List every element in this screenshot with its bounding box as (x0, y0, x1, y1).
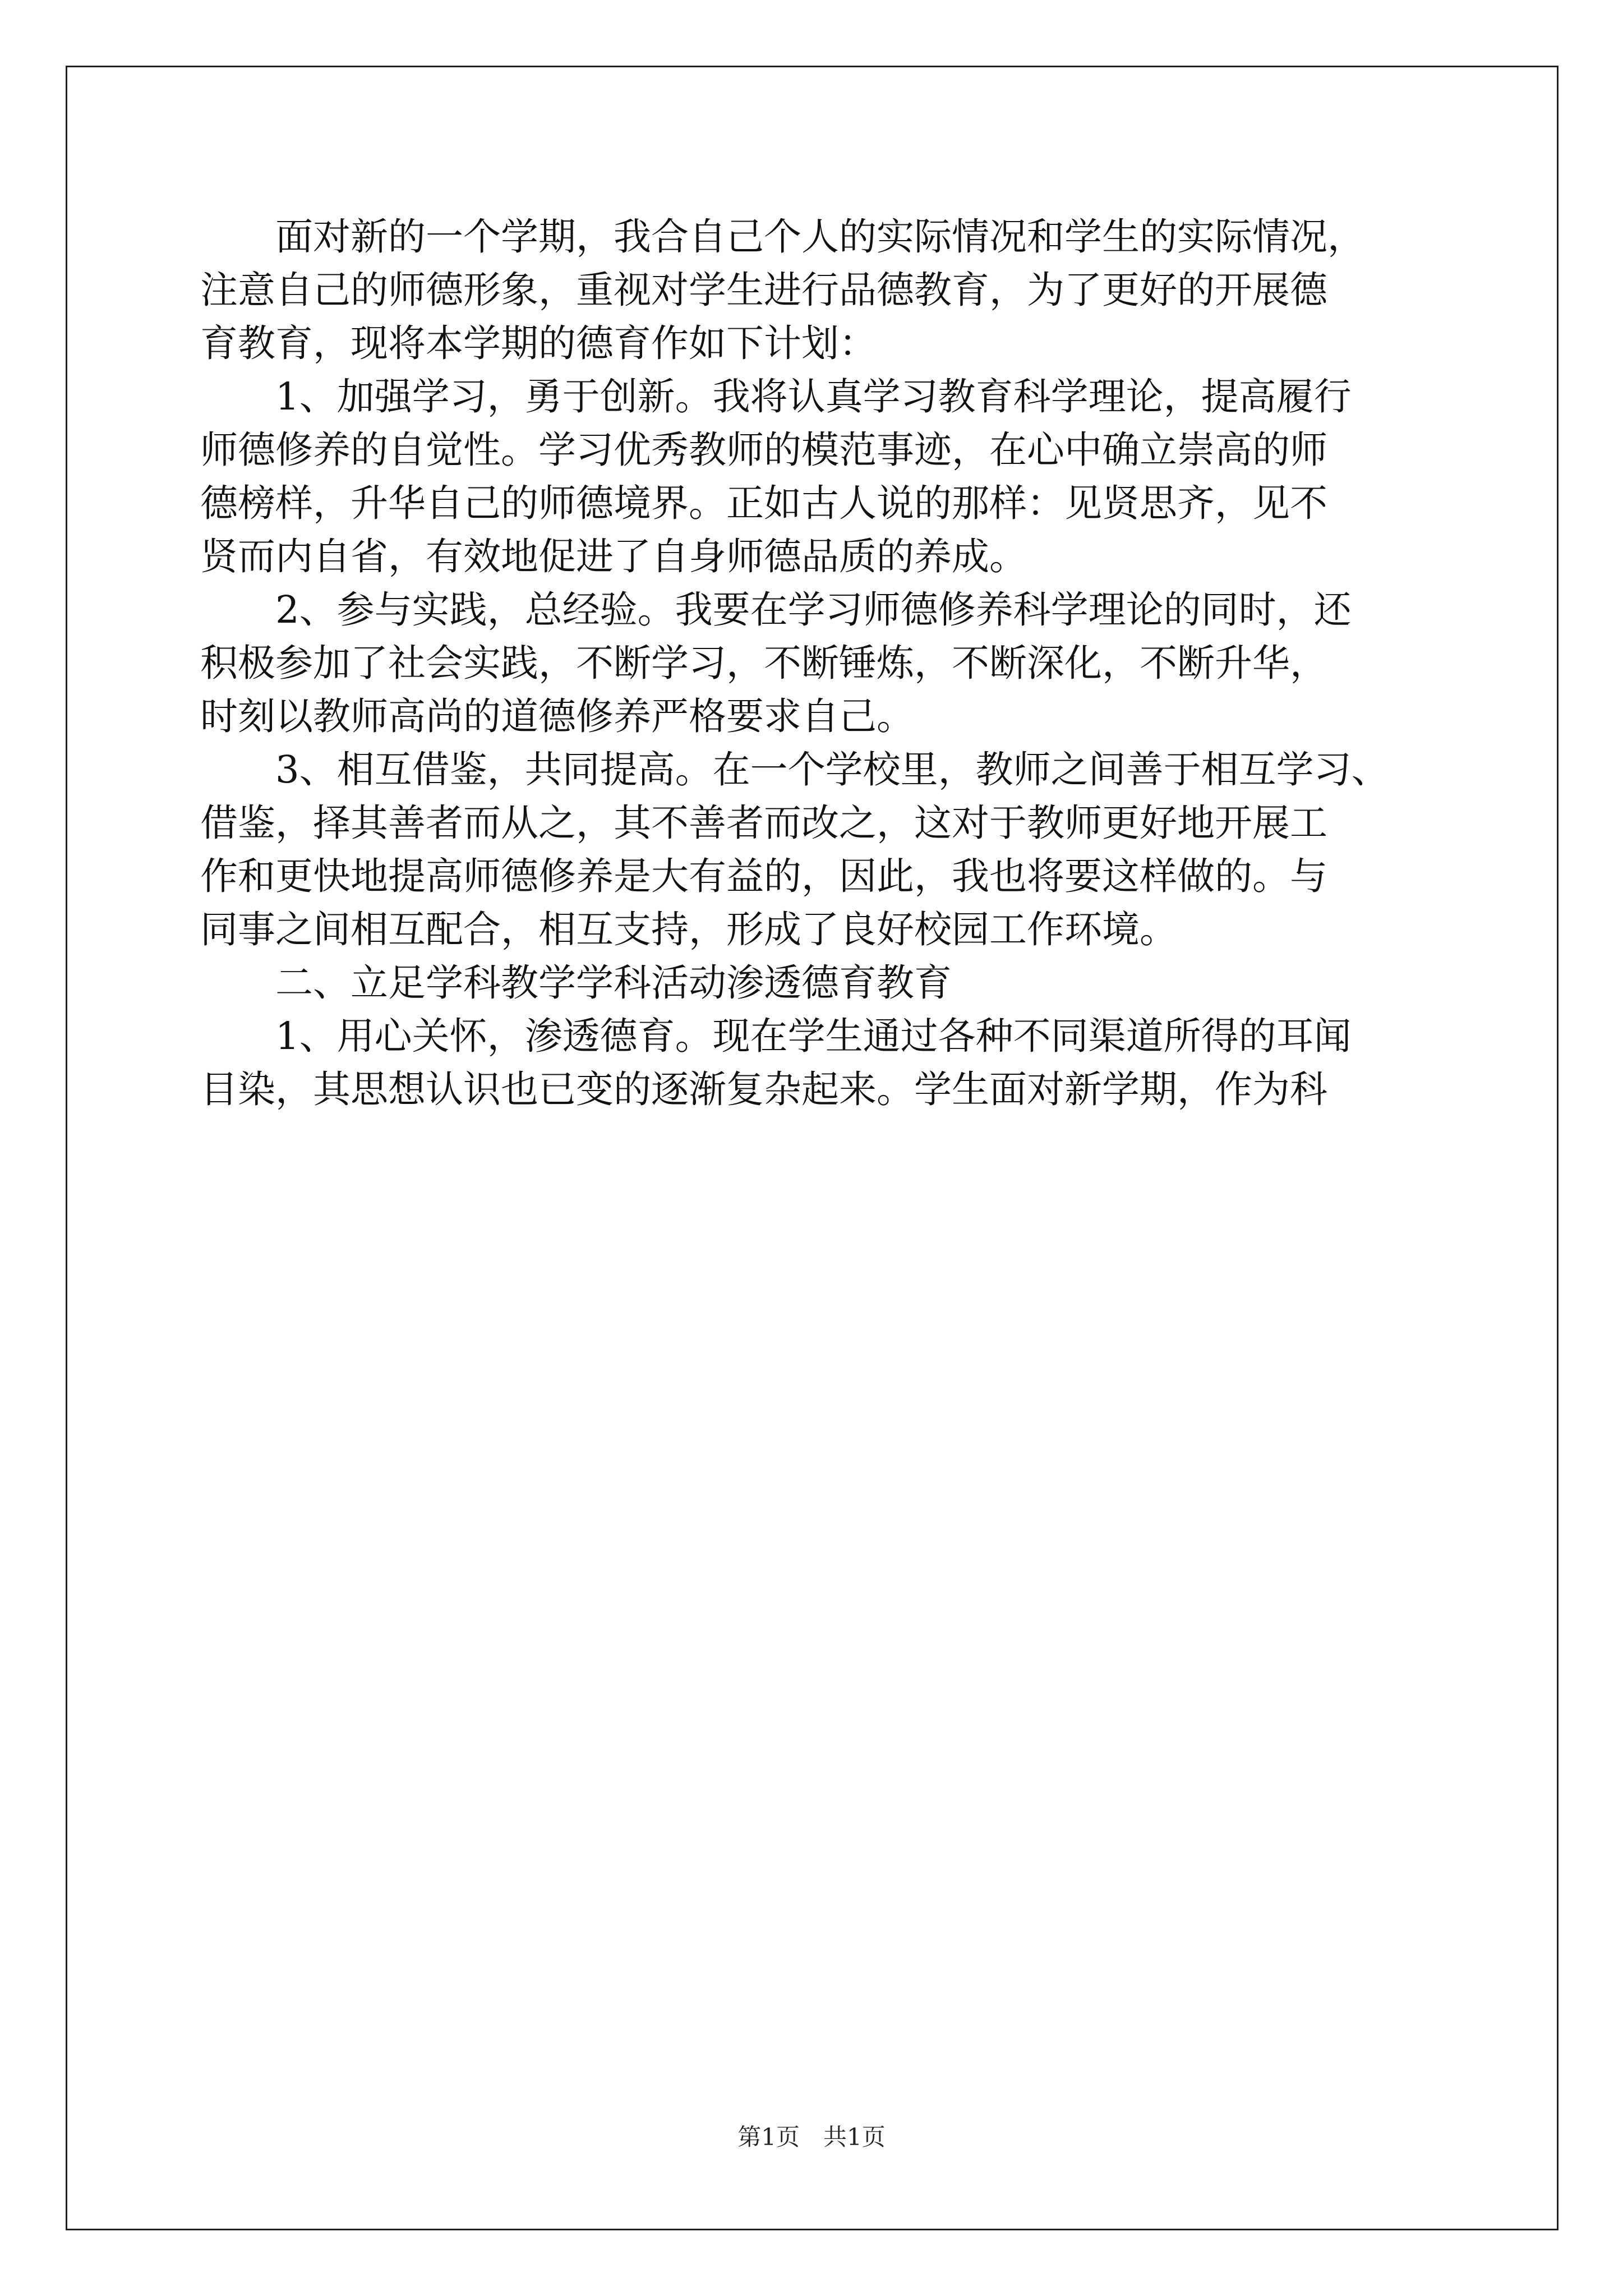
text-line-14: 同事之间相互配合，相互支持，形成了良好校园工作环境。 (200, 908, 1177, 951)
text-line-5: 师德修养的自觉性。学习优秀教师的模范事迹，在心中确立崇高的师 (200, 428, 1327, 472)
text-line-2: 注意自己的师德形象，重视对学生进行品德教育，为了更好的开展德 (200, 268, 1327, 312)
text-line-17: 目染，其思想认识也已变的逐渐复杂起来。学生面对新学期，作为科 (200, 1068, 1327, 1111)
text-line-12: 借鉴，择其善者而从之，其不善者而改之，这对于教师更好地开展工 (200, 801, 1327, 845)
text-line-6: 德榜样，升华自己的师德境界。正如古人说的那样：见贤思齐，见不 (200, 481, 1327, 525)
text-line-9: 积极参加了社会实践，不断学习，不断锤炼，不断深化，不断升华， (200, 641, 1327, 685)
text-line-16: 1、用心关怀，渗透德育。现在学生通过各种不同渠道所得的耳闻 (200, 1014, 1352, 1058)
text-line-3: 育教育，现将本学期的德育作如下计划： (200, 321, 877, 365)
text-line-1: 面对新的一个学期，我合自己个人的实际情况和学生的实际情况， (200, 215, 1365, 259)
text-line-10: 时刻以教师高尚的道德修养严格要求自己。 (200, 694, 914, 738)
text-line-4: 1、加强学习，勇于创新。我将认真学习教育科学理论，提高履行 (200, 375, 1352, 418)
text-line-11: 3、相互借鉴，共同提高。在一个学校里，教师之间善于相互学习、 (200, 748, 1389, 792)
text-line-15: 二、立足学科教学学科活动渗透德育教育 (200, 961, 952, 1005)
page-footer: 第1页 共1页 (737, 2123, 886, 2151)
text-line-7: 贤而内自省，有效地促进了自身师德品质的养成。 (200, 535, 1027, 578)
document-body (200, 210, 1428, 1116)
text-line-13: 作和更快地提高师德修养是大有益的，因此，我也将要这样做的。与 (200, 854, 1327, 898)
text-line-8: 2、参与实践，总经验。我要在学习师德修养科学理论的同时，还 (200, 588, 1352, 632)
